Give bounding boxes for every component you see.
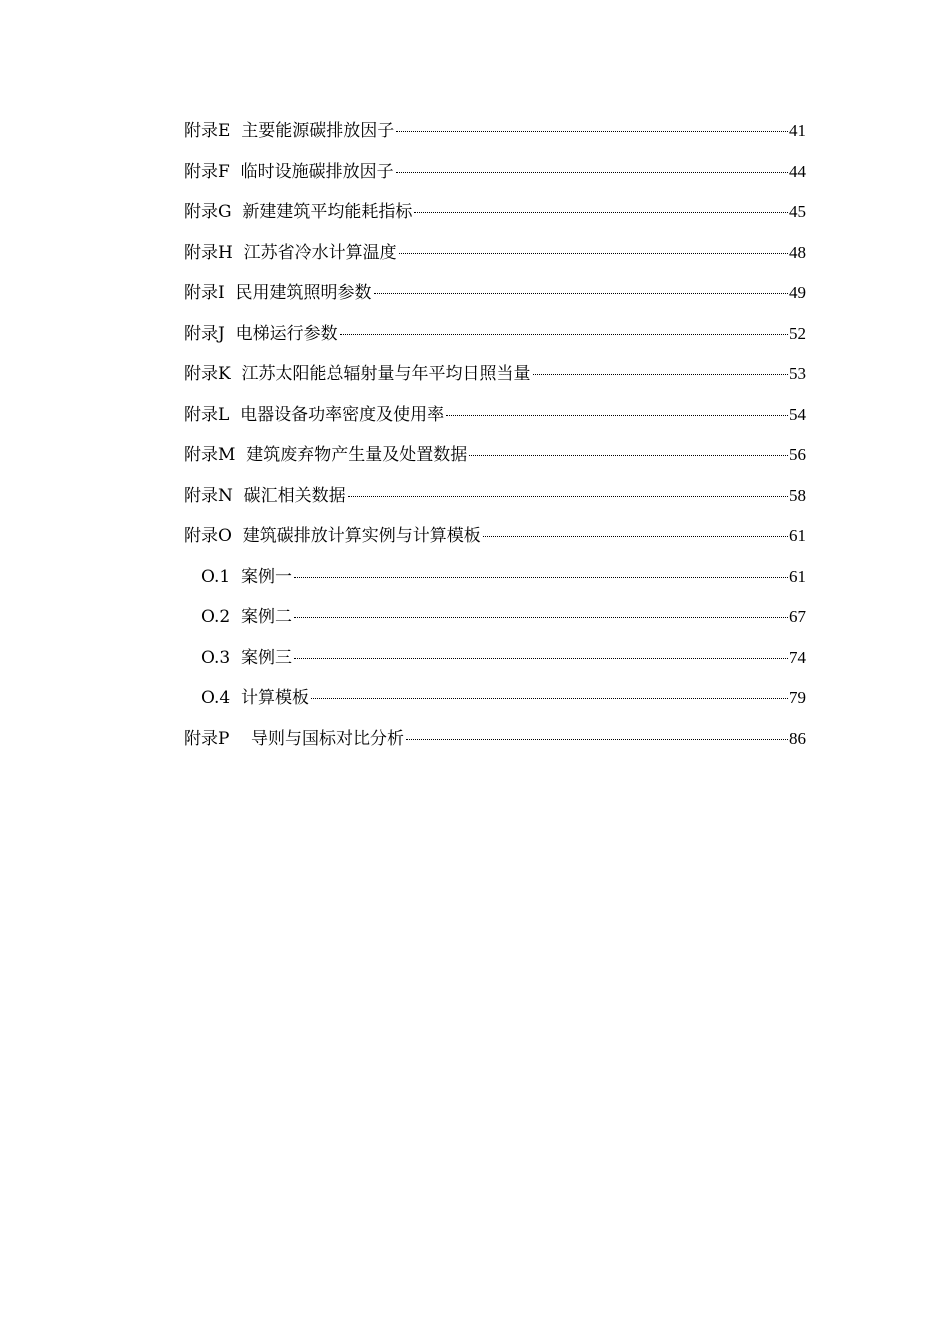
dot-leader <box>294 577 788 578</box>
dot-leader <box>374 293 788 294</box>
toc-entry-page: 61 <box>789 566 806 586</box>
dot-leader <box>406 739 788 740</box>
toc-entry-o-2[interactable] <box>184 603 806 644</box>
toc-entry-label: 附录F 临时设施碳排放因子 <box>184 161 394 182</box>
toc-entry-label: 附录O 建筑碳排放计算实例与计算模板 <box>184 526 481 546</box>
toc-entry-appendix-i[interactable] <box>184 279 806 320</box>
toc-entry-label: 附录J 电梯运行参数 <box>184 323 338 344</box>
toc-entry-page: 61 <box>789 526 806 545</box>
toc-entry-appendix-k[interactable] <box>184 360 806 401</box>
toc-entry-o-3[interactable] <box>184 644 806 685</box>
toc-entry-appendix-o[interactable] <box>184 522 806 563</box>
dot-leader <box>414 212 788 213</box>
dot-leader <box>340 334 788 335</box>
toc-entry-page: 45 <box>789 202 806 221</box>
dot-leader <box>533 374 788 375</box>
toc-entry-page: 52 <box>789 323 806 343</box>
toc-entry-appendix-n[interactable] <box>184 482 806 523</box>
toc-entry-page: 56 <box>789 445 806 464</box>
toc-entry-label: O.4 计算模板 <box>201 688 309 708</box>
toc-entry-appendix-m[interactable] <box>184 441 806 482</box>
dot-leader <box>399 253 788 254</box>
toc-entry-page: 67 <box>789 607 806 626</box>
toc-entry-appendix-g[interactable] <box>184 198 806 239</box>
toc-entry-label: 附录L 电器设备功率密度及使用率 <box>184 404 445 425</box>
toc-entry-page: 79 <box>789 688 806 707</box>
toc-entry-label: O.1 案例一 <box>201 566 292 587</box>
dot-leader <box>446 415 788 416</box>
dot-leader <box>348 496 788 497</box>
toc-entry-page: 48 <box>789 242 806 262</box>
toc-entry-label: 附录H 江苏省冷水计算温度 <box>184 242 397 263</box>
dot-leader <box>396 131 788 132</box>
dot-leader <box>294 617 788 618</box>
toc-entry-page: 86 <box>789 728 806 748</box>
dot-leader <box>469 455 788 456</box>
toc-entry-label: 附录E 主要能源碳排放因子 <box>184 121 395 141</box>
toc-entry-page: 44 <box>789 161 806 181</box>
toc-entry-label: 附录P 导则与国标对比分析 <box>184 728 405 749</box>
toc-entry-page: 53 <box>789 364 806 383</box>
toc-entry-appendix-p[interactable] <box>184 725 806 766</box>
toc-entry-page: 49 <box>789 283 806 302</box>
toc-entry-label: 附录N 碳汇相关数据 <box>184 485 346 506</box>
toc-entry-label: 附录I 民用建筑照明参数 <box>184 283 372 303</box>
toc-entry-appendix-h[interactable] <box>184 239 806 280</box>
dot-leader <box>294 658 788 659</box>
dot-leader <box>311 698 788 699</box>
toc-entry-page: 41 <box>789 121 806 140</box>
table-of-contents <box>184 117 806 765</box>
toc-entry-o-1[interactable] <box>184 563 806 604</box>
toc-entry-appendix-j[interactable] <box>184 320 806 361</box>
dot-leader <box>396 172 788 173</box>
toc-entry-appendix-f[interactable] <box>184 158 806 199</box>
toc-entry-label: 附录G 新建建筑平均能耗指标 <box>184 202 413 222</box>
toc-entry-page: 58 <box>789 485 806 505</box>
toc-entry-o-4[interactable] <box>184 684 806 725</box>
toc-entry-label: O.2 案例二 <box>201 607 292 627</box>
toc-entry-appendix-l[interactable] <box>184 401 806 442</box>
toc-entry-label: O.3 案例三 <box>201 647 292 668</box>
toc-entry-page: 54 <box>789 404 806 424</box>
dot-leader <box>483 536 788 537</box>
toc-entry-appendix-e[interactable] <box>184 117 806 158</box>
toc-entry-page: 74 <box>789 647 806 667</box>
toc-entry-label: 附录M 建筑废弃物产生量及处置数据 <box>184 445 468 465</box>
toc-entry-label: 附录K 江苏太阳能总辐射量与年平均日照当量 <box>184 364 531 384</box>
